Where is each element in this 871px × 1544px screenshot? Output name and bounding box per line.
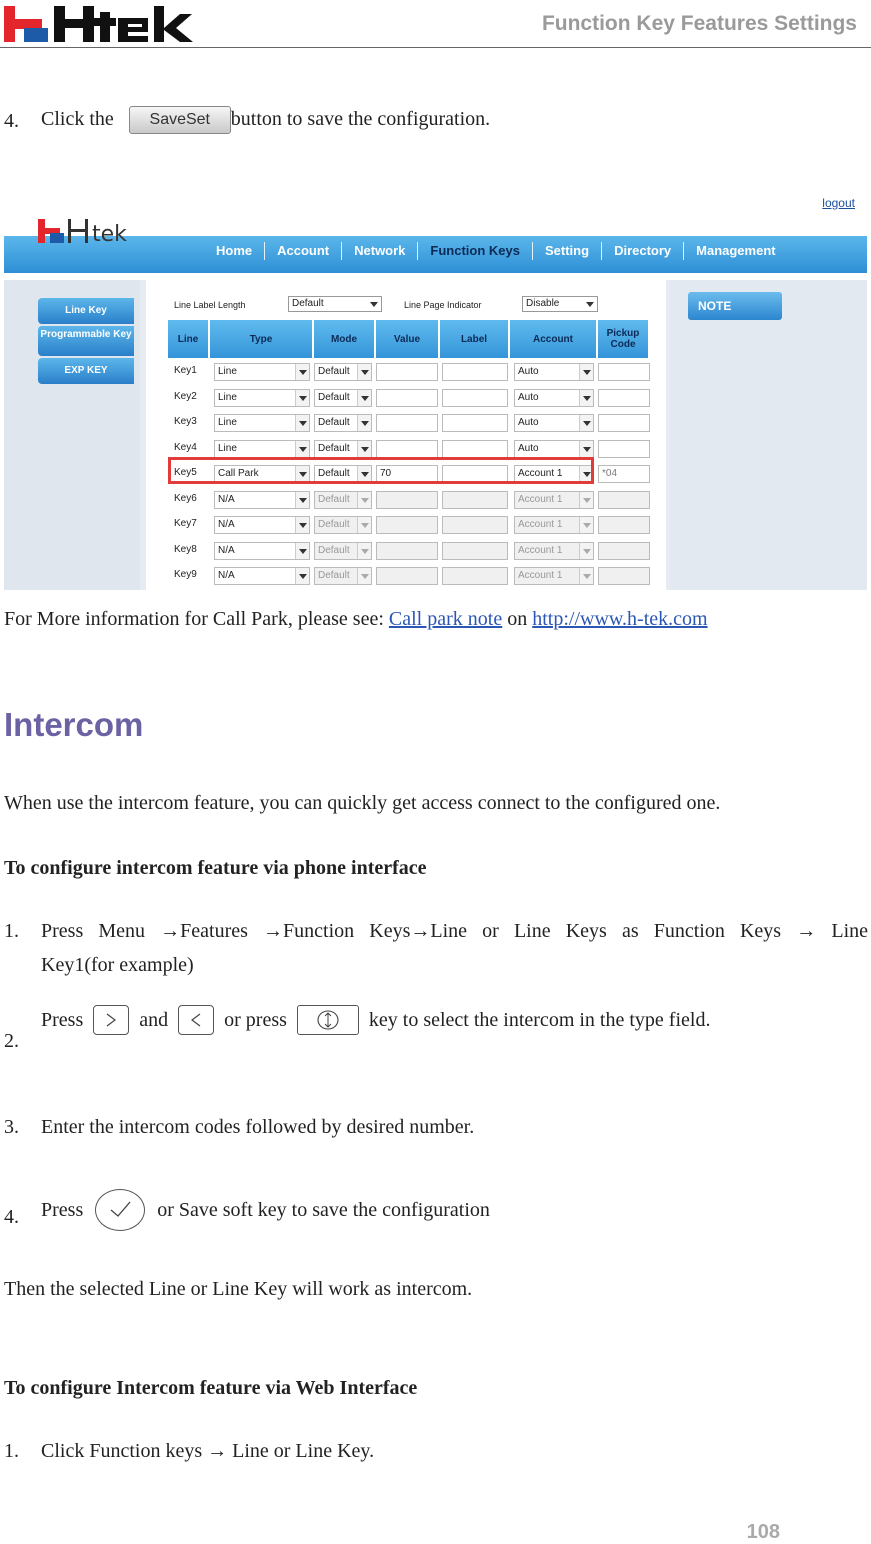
mode-select-text: Default <box>318 391 350 403</box>
label-input[interactable] <box>442 491 508 509</box>
column-header-mode: Mode <box>314 320 376 358</box>
key-name: Key1 <box>174 365 197 376</box>
account-select[interactable] <box>514 363 594 381</box>
chevron-down-icon <box>357 415 371 431</box>
account-select[interactable] <box>514 516 594 534</box>
type-select[interactable] <box>214 414 310 432</box>
mode-select-text: Default <box>318 468 350 479</box>
pickup-code-input[interactable] <box>598 389 650 407</box>
mode-select[interactable] <box>314 440 372 458</box>
type-select-text: N/A <box>218 519 235 530</box>
chevron-down-icon <box>357 364 371 380</box>
column-header-account: Account <box>510 320 598 358</box>
mode-select-text: Default <box>318 519 350 530</box>
chevron-down-icon <box>586 302 594 307</box>
updown-key-icon <box>297 1005 359 1035</box>
type-select-text: N/A <box>218 493 235 505</box>
label-input[interactable] <box>442 567 508 585</box>
pickup-code-input[interactable] <box>598 542 650 560</box>
chevron-down-icon <box>295 492 309 508</box>
label-input[interactable] <box>442 363 508 381</box>
account-select-text: Account 1 <box>518 468 563 479</box>
step-number: 1. <box>4 920 19 942</box>
page-number: 108 <box>746 1521 780 1543</box>
chevron-down-icon <box>295 441 309 457</box>
pickup-code-input[interactable] <box>598 440 650 458</box>
intercom-intro: When use the intercom feature, you can quickly get access connect to the configured one. <box>4 792 721 814</box>
web-nav-wedge <box>154 192 867 274</box>
step2-and: and <box>139 1009 169 1031</box>
label-input[interactable] <box>442 389 508 407</box>
intercom-heading: Intercom <box>4 706 144 743</box>
mode-select-text: Default <box>318 570 350 581</box>
account-select-text: Auto <box>518 391 539 403</box>
mode-select[interactable] <box>314 414 372 432</box>
step3-text: Enter the intercom codes followed by desired number. <box>41 1116 475 1138</box>
phone-step-3 <box>0 1116 871 1146</box>
chevron-down-icon <box>295 390 309 406</box>
section-title: Function Key Features Settings <box>541 12 857 35</box>
chevron-down-icon <box>579 492 593 508</box>
chevron-down-icon <box>579 441 593 457</box>
call-park-highlight <box>168 457 594 484</box>
line-label-length-value: Default <box>292 298 324 309</box>
account-select[interactable] <box>514 389 594 407</box>
mode-select-text: Default <box>318 442 350 454</box>
pickup-code-input[interactable] <box>598 465 650 483</box>
type-select[interactable] <box>214 516 310 534</box>
chevron-down-icon <box>579 517 593 533</box>
column-header-pickup-code: Pickup Code <box>598 320 650 358</box>
nav-network[interactable]: Network <box>342 242 418 260</box>
step2-rest: key to select the intercom in the type field. <box>368 1009 711 1031</box>
web-body <box>4 280 867 590</box>
type-select[interactable] <box>214 567 310 585</box>
function-key-panel <box>146 280 666 590</box>
chevron-down-icon <box>295 364 309 380</box>
value-input[interactable] <box>376 440 438 458</box>
account-select-text: Account 1 <box>518 493 563 505</box>
web-ui-screenshot <box>4 192 867 590</box>
ok-key-icon <box>95 1189 145 1231</box>
chevron-down-icon <box>579 568 593 584</box>
type-select[interactable] <box>214 542 310 560</box>
table-row <box>146 386 628 410</box>
logout-link[interactable]: logout <box>822 196 855 210</box>
then-text: Then the selected Line or Line Key will work as intercom. <box>4 1278 473 1300</box>
step4-press: Press <box>41 1199 84 1221</box>
type-select-text: Line <box>218 391 237 403</box>
value-input[interactable] <box>376 414 438 432</box>
web-nav <box>204 242 788 260</box>
account-select-text: Account 1 <box>518 570 563 581</box>
pickup-code-input[interactable] <box>598 363 650 381</box>
chevron-down-icon <box>370 302 378 307</box>
mode-select[interactable] <box>314 491 372 509</box>
account-select-text: Account 1 <box>518 519 563 530</box>
pickup-code-input-text: *04 <box>602 468 618 479</box>
label-input[interactable] <box>442 542 508 560</box>
svg-text:tek: tek <box>92 222 127 246</box>
step1-line1: Press Menu →Features →Function Keys→Line or Line Keys as Function Keys → Line <box>41 920 868 942</box>
step4-rest: or Save soft key to save the configuration <box>157 1199 490 1221</box>
type-select-text: Line <box>218 417 237 428</box>
sidebar-exp-key[interactable]: EXP KEY <box>38 358 134 384</box>
key-name: Key8 <box>174 543 197 555</box>
pickup-code-input[interactable] <box>598 516 650 534</box>
saveset-button[interactable]: SaveSet <box>129 106 231 134</box>
step1-line2: Key1(for example) <box>41 954 194 976</box>
pickup-code-input[interactable] <box>598 491 650 509</box>
value-input[interactable] <box>376 516 438 534</box>
step-number: 3. <box>4 1116 19 1138</box>
nav-home[interactable]: Home <box>204 242 265 260</box>
value-input[interactable] <box>376 542 438 560</box>
call-park-note-link[interactable]: Call park note <box>388 608 503 630</box>
nav-management[interactable]: Management <box>696 243 776 258</box>
value-input[interactable] <box>376 389 438 407</box>
column-header-value: Value <box>376 320 440 358</box>
table-row <box>146 539 628 563</box>
chevron-down-icon <box>357 517 371 533</box>
step4-top-text <box>41 96 490 142</box>
step-number: 1. <box>4 1440 19 1462</box>
mode-select-text: Default <box>318 417 350 428</box>
type-select[interactable] <box>214 440 310 458</box>
line-label-length-select[interactable] <box>288 296 382 312</box>
web-interface-heading: To configure Intercom feature via Web Interface <box>4 1377 418 1399</box>
column-header-type: Type <box>210 320 314 358</box>
line-page-indicator-value: Disable <box>526 298 560 309</box>
line-label-length-label: Line Label Length <box>174 300 246 310</box>
web-step1-text: Click Function keys → Line or Line Key. <box>41 1440 375 1462</box>
note-panel <box>670 280 867 590</box>
value-input[interactable] <box>376 491 438 509</box>
label-input[interactable] <box>442 516 508 534</box>
type-select-text: Call Park <box>218 468 259 479</box>
chevron-down-icon <box>579 543 593 559</box>
header-divider <box>0 47 871 48</box>
table-row <box>146 411 628 435</box>
account-select-text: Auto <box>518 442 539 454</box>
chevron-down-icon <box>295 517 309 533</box>
key-name: Key7 <box>174 518 197 529</box>
account-select-text: Auto <box>518 366 539 377</box>
line-page-indicator-label: Line Page Indicator <box>404 300 482 310</box>
sidebar-programmable-key[interactable]: Programmable Key <box>38 326 134 356</box>
mode-select[interactable] <box>314 389 372 407</box>
phone-interface-heading: To configure intercom feature via phone interface <box>4 857 427 879</box>
htek-logo <box>4 4 194 44</box>
mode-select-text: Default <box>318 544 350 556</box>
account-select[interactable] <box>514 414 594 432</box>
phone-step-2: 2. Press and or press key to select the intercom in the type field. <box>0 998 871 1042</box>
web-sidebar <box>4 280 140 590</box>
more-info-prefix: For More information for Call Park, please see: <box>4 608 389 630</box>
mode-select[interactable] <box>314 567 372 585</box>
chevron-down-icon <box>357 492 371 508</box>
key-name: Key4 <box>174 441 197 453</box>
label-input[interactable] <box>442 440 508 458</box>
chevron-down-icon <box>357 568 371 584</box>
key-name: Key9 <box>174 569 197 580</box>
type-select-text: N/A <box>218 544 235 556</box>
table-row <box>146 564 628 588</box>
web-step-1 <box>0 1440 871 1470</box>
table-row <box>146 360 628 384</box>
type-select-text: N/A <box>218 570 235 581</box>
step2-or: or press <box>224 1009 287 1031</box>
step4-top-number: 4. <box>4 110 19 132</box>
table-row <box>146 513 628 537</box>
mode-select[interactable] <box>314 542 372 560</box>
mode-select[interactable] <box>314 516 372 534</box>
step4-prefix: Click the <box>41 108 114 130</box>
right-key-icon <box>93 1005 129 1035</box>
column-header-line: Line <box>168 320 210 358</box>
step2-press: Press <box>41 1009 84 1031</box>
column-header-label: Label <box>440 320 510 358</box>
mode-select[interactable] <box>314 363 372 381</box>
mode-select-text: Default <box>318 493 350 505</box>
nav-directory[interactable]: Directory <box>602 242 684 260</box>
label-input[interactable] <box>442 414 508 432</box>
account-select[interactable] <box>514 440 594 458</box>
chevron-down-icon <box>579 364 593 380</box>
chevron-down-icon <box>357 543 371 559</box>
step4-suffix: button to save the configuration. <box>230 108 491 130</box>
type-select-text: Line <box>218 442 237 454</box>
value-input[interactable] <box>376 363 438 381</box>
htek-website-link[interactable]: http://www.h-tek.com <box>532 608 708 630</box>
account-select[interactable] <box>514 491 594 509</box>
pickup-code-input[interactable] <box>598 567 650 585</box>
line-page-indicator-select[interactable] <box>522 296 598 312</box>
mode-select-text: Default <box>318 366 350 377</box>
nav-setting[interactable]: Setting <box>533 242 602 260</box>
web-htek-logo <box>38 216 148 246</box>
more-info-middle: on <box>502 608 533 630</box>
account-select[interactable] <box>514 567 594 585</box>
chevron-down-icon <box>579 415 593 431</box>
nav-function-keys[interactable]: Function Keys <box>418 242 533 260</box>
type-select[interactable] <box>214 491 310 509</box>
key-name: Key2 <box>174 390 197 402</box>
account-select-text: Account 1 <box>518 544 563 556</box>
pickup-code-input[interactable] <box>598 414 650 432</box>
value-input[interactable] <box>376 567 438 585</box>
phone-step-4 <box>0 1186 871 1234</box>
step-number: 4. <box>4 1206 19 1228</box>
chevron-down-icon <box>295 415 309 431</box>
chevron-down-icon <box>579 390 593 406</box>
type-select[interactable] <box>214 389 310 407</box>
value-input-text: 70 <box>380 468 392 479</box>
left-key-icon <box>178 1005 214 1035</box>
account-select[interactable] <box>514 542 594 560</box>
type-select[interactable] <box>214 363 310 381</box>
account-select-text: Auto <box>518 417 539 428</box>
more-info-line <box>4 606 708 632</box>
sidebar-line-key[interactable]: Line Key <box>38 298 134 324</box>
type-select-text: Line <box>218 366 237 377</box>
table-row <box>146 488 628 512</box>
key-name: Key5 <box>174 467 197 478</box>
key-name: Key6 <box>174 492 197 504</box>
chevron-down-icon <box>295 568 309 584</box>
nav-account[interactable]: Account <box>265 242 342 260</box>
chevron-down-icon <box>357 441 371 457</box>
note-button[interactable]: NOTE <box>688 292 782 320</box>
web-header <box>4 192 867 274</box>
key-name: Key3 <box>174 416 197 427</box>
chevron-down-icon <box>295 543 309 559</box>
chevron-down-icon <box>357 390 371 406</box>
phone-step-1 <box>0 920 871 980</box>
